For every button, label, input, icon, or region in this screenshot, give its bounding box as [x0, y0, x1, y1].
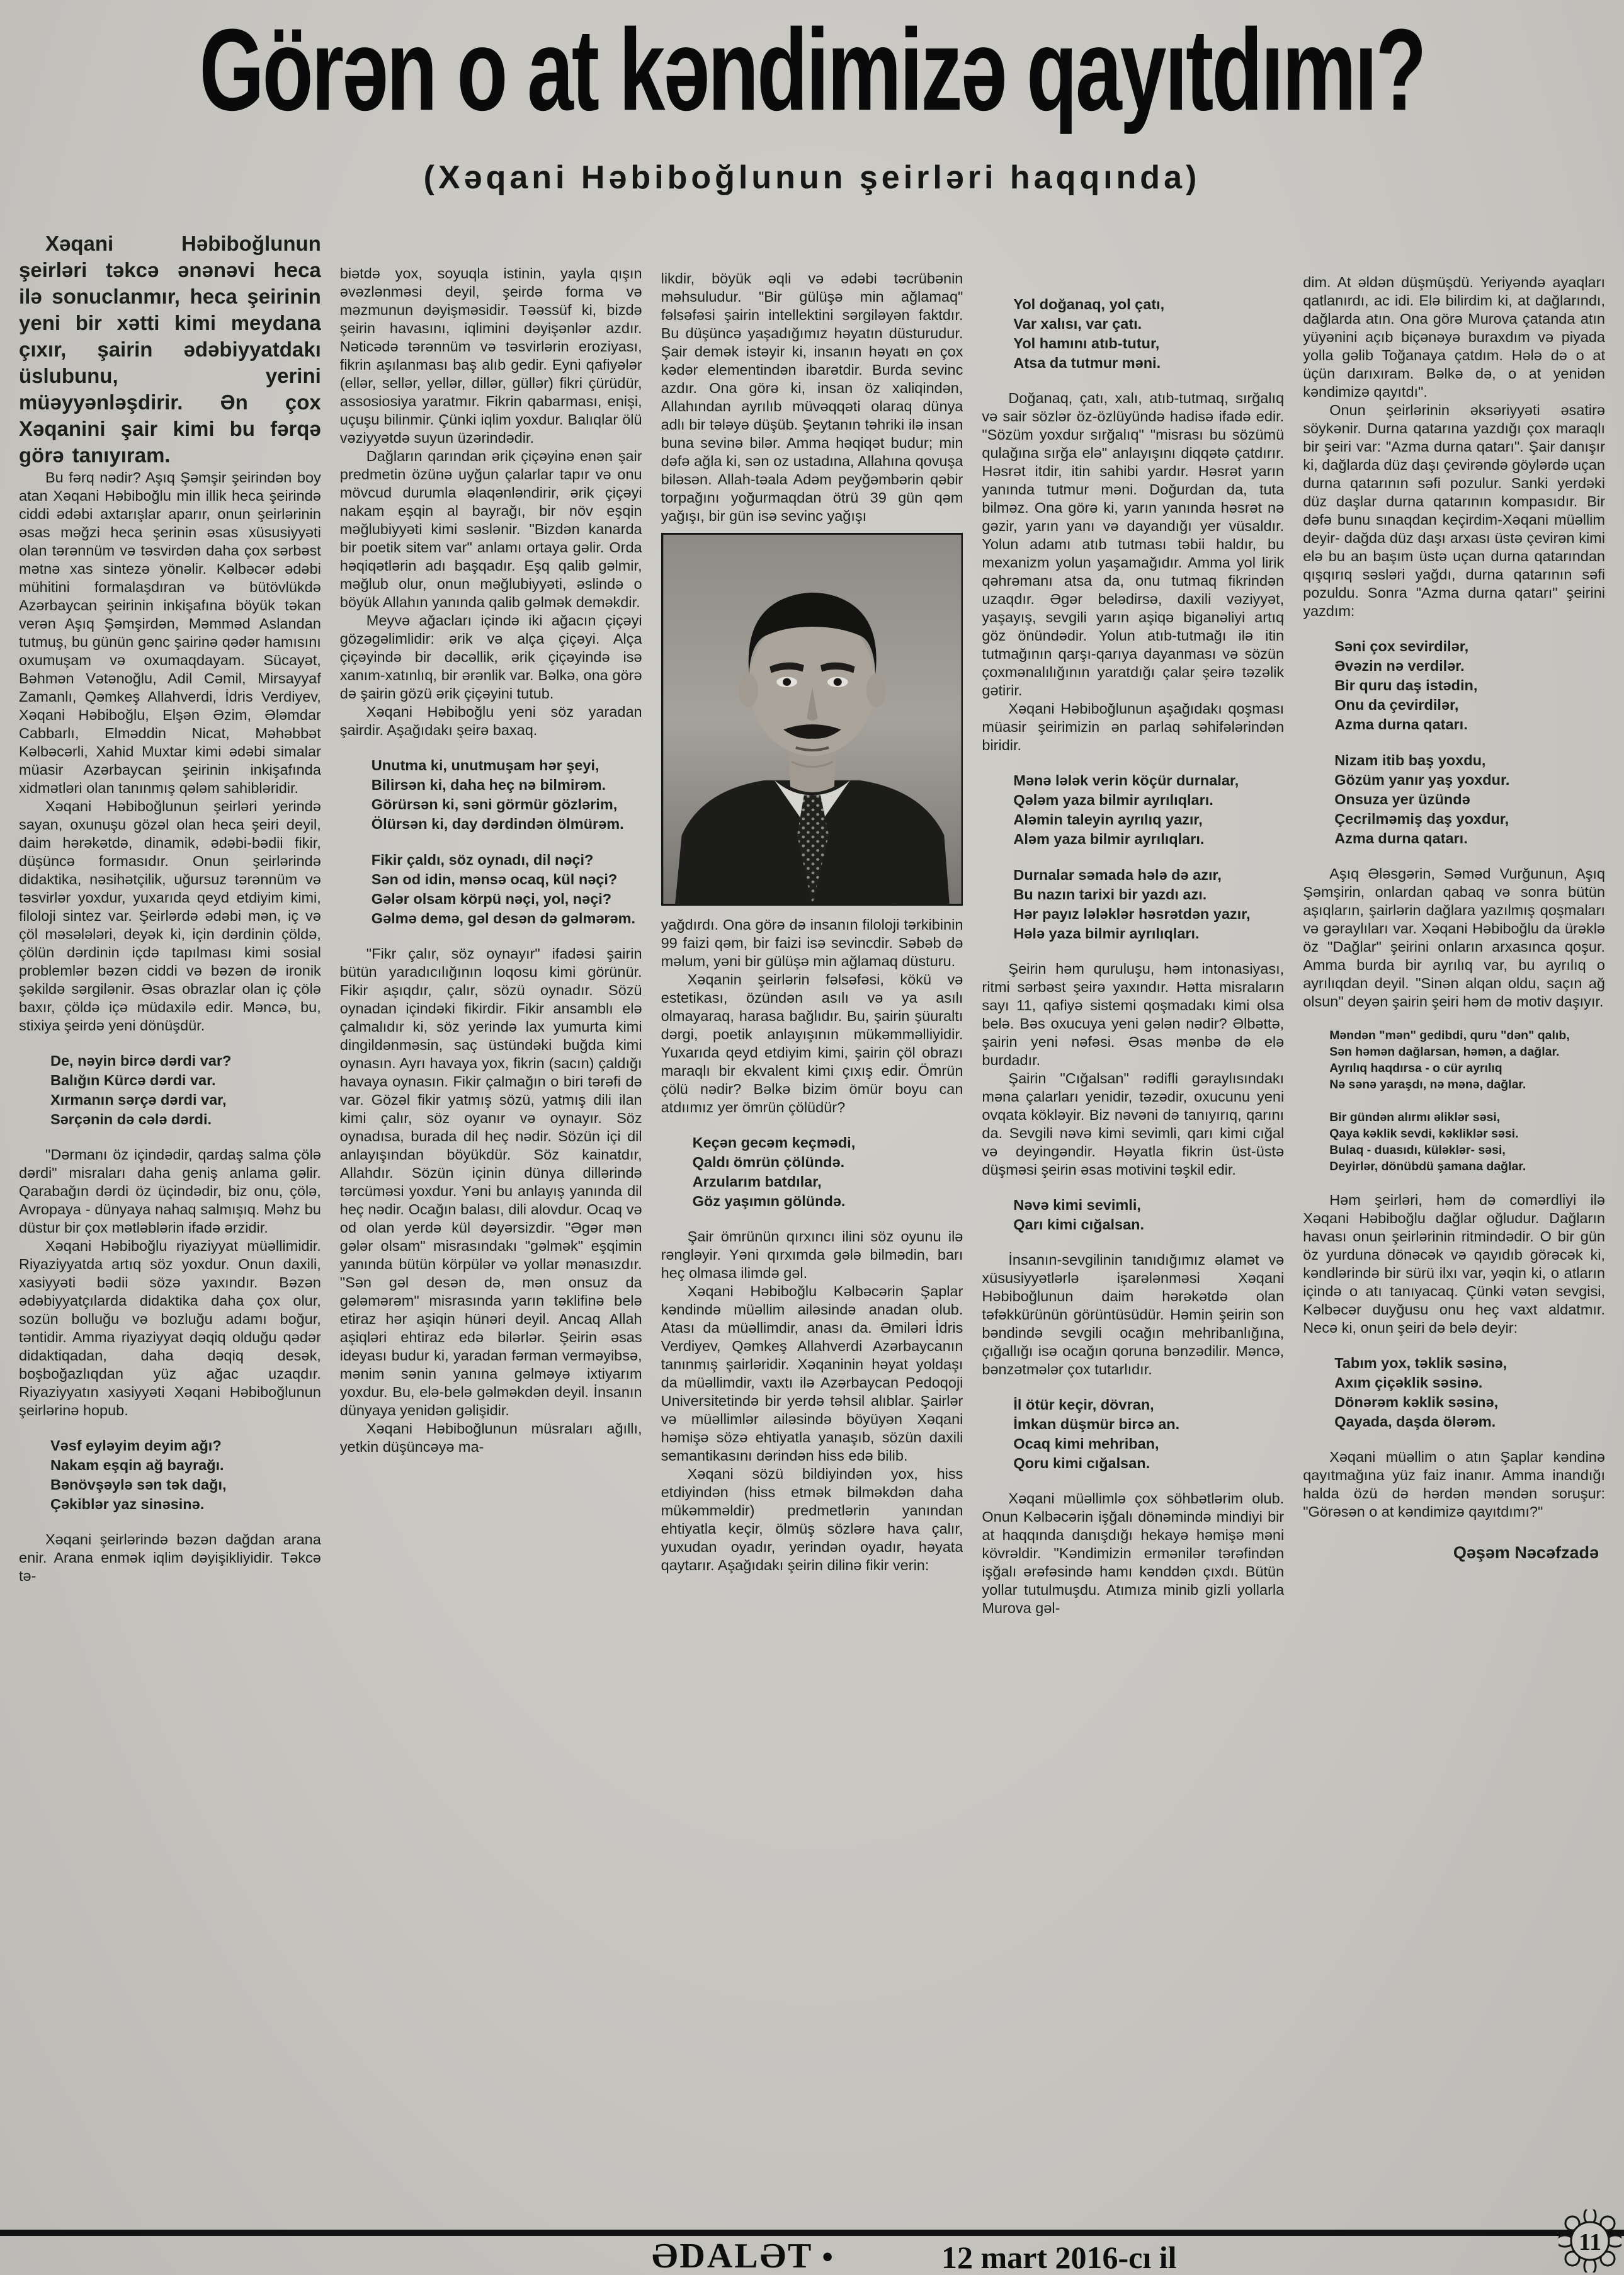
poem-stanza	[19, 1436, 321, 1514]
article-paragraph: Xəqani Həbiboğlunun şeirləri yerində sayan, oxunuşu gözəl olan heca şeiri deyil, daim hərəkətdə, dinamik, ədəbi-bədii fikir, düşüncə formasıdır. Onun şeirlərində didaktika, nəsihətçilik, uğursuz tərənnüm və təsvirlər yoxdur, yuxarıda qeyd etdiyim kimi, filoloji sintez var. Şeirlərdə ədəbi mən, iç və çöl məsələləri, deyək ki, için dərdinin çöldə, çölün dərdinin içdə tapılması kimi sosial problemlər bəzən ciddi və bəzən də ironik şəkildə sərgilənir. Əsas obrazlar olan iç çölə baxır, çöldə içə müdaxilə edir. Məncə, bu, stixiya şeirdə yeni dönüşdür.	[19, 798, 321, 1034]
article-paragraph: yağdırdı. Ona görə də insanın filoloji tərkibinin 99 faizi qəm, bir faizi isə sevincdir. Səbəb də məlum, yəni bir gülüşə min ağlamaq düsturu.	[661, 916, 963, 969]
poem-line: Onsuza yer üzündə	[1334, 791, 1470, 807]
page-footer	[0, 2230, 1624, 2275]
poem-line: Hər payız lələklər həsrətdən yazır,	[1013, 906, 1251, 922]
issue-date: 12 mart 2016-cı il	[941, 2240, 1177, 2275]
page-number-ornament	[1559, 2209, 1621, 2272]
poem-line: Fikir çaldı, söz oynadı, dil nəçi?	[371, 852, 594, 868]
column-3	[661, 231, 963, 2208]
poem-stanza	[1303, 1027, 1605, 1093]
poem-line: Qayada, daşda ölərəm.	[1334, 1413, 1496, 1430]
article-paragraph: "Dərmanı öz içindədir, qardaş salma çölə dərdi" misraları daha geniş anlama gəlir. Qarabağın dərdi öz üçindədir, biz onu, çölə, Avropaya - dünyaya nahaq salmışıq. Məhz bu düstur bir çox mətləblərin ifadə ərzidir.	[19, 1146, 321, 1236]
poem-line: Çəkiblər yaz sinəsinə.	[50, 1496, 205, 1512]
poem-line: Nə sənə yaraşdı, nə mənə, dağlar.	[1329, 1078, 1526, 1092]
poem-line: Gələr olsam körpü nəçi, yol, nəçi?	[371, 891, 612, 907]
article-paragraph: Onun şeirlərinin əksəriyyəti əsatirə söykənir. Durna qatarına yazdığı çox maraqlı bir şeiri var: "Azma durna qatarı". Şair danışır ki, dağlarda düz daşı çevirəndə göylərdə uçan durna qatarının səfi pozulur. Sanki yerdəki düz daşlar durna qatarının kompasıdır. Bir dəfə bunu sınaqdan keçirdim-Xəqani müəllim deyir- dağda düz daşı arxası üstə çevirən kimi elə bu an başım üstə uçan durna qatarından qışqırıq səsləri yağdı, durna qatarının səfi pozuldu. Sonra "Azma durna qatarı" şeirini yazdım:	[1303, 402, 1605, 619]
article-paragraph: Bu fərq nədir? Aşıq Şəmşir şeirindən boy atan Xəqani Həbiboğlu min illik heca şeirində ciddi ədəbi axtarışlar aparır, onun şeirlərinin əsas məğzi heca şerinin əsas xüsusiyyəti olan tərənnüm və təsvirdən daha çox sərbəst mətnə xas sintezə yönəlir. Kəlbəcər ədəbi mühitini formalaşdıran və bütövlükdə Azərbaycan şeirinin inkişafına böyük təkan verən Aşıq Şəmşirdən, Məmməd Aslandan tutmuş, bu günün gənc şairinə qədər hamısını oxumuşam və oxumaqdayam. Sücayət, Bəhmən Vətənoğlu, Adil Cəmil, Mirsayyaf Zamanlı, Qəmkeş Allahverdi, İdris Verdiyev, Xəqani Həbiboğlu, Elşən Əzim, Ələmdar Cabbarlı, Elməddin Nicat, Məhəbbət Kəlbəcərli, Xahid Muxtar kimi ədəbi simalar müasir Azərbaycan şeirinin inkişafında xidmətləri olan tanınmış qələm sahibləridir.	[19, 469, 321, 796]
poem-line: Görürsən ki, səni görmür gözlərim,	[371, 796, 618, 812]
poem-line: Qələm yaza bilmir ayrılıqları.	[1013, 792, 1213, 808]
article-paragraph: Həm şeirləri, həm də comərdliyi ilə Xəqani Həbiboğlu dağlar oğludur. Dağların havası onun şeirlərinin ritmindədir. O bir gün öz yurduna dönəcək və qayıdıb görəcək ki, kəndlərində bir sürü ilxı var, yəqin ki, o atların içində o atı tanıyacaq. Çünki vətən sevgisi, Kəlbəcər duyğusu onu heç vaxt aldatmır. Necə ki, onun şeiri də belə deyir:	[1303, 1192, 1605, 1336]
poem-line: Bənövşəylə sən tək dağı,	[50, 1476, 227, 1493]
poem-stanza	[982, 771, 1284, 849]
lead-paragraph: Xəqani Həbiboğlunun şeirləri təkcə ənənəvi heca ilə sonuclanmır, heca şeirinin yeni bir xətti kimi meydana çıxır, şairin ədəbiyyatdakı üslubunu, yerini müəyyənləşdirir. Ən çox Xəqanini şair kimi bu fərqə görə tanıyıram.	[19, 232, 321, 467]
article-subtitle: (Xəqani Həbiboğlunun şeirləri haqqında)	[423, 159, 1201, 196]
poem-line: Əvəzin nə verdilər.	[1334, 658, 1465, 674]
masthead	[0, 0, 1624, 135]
poem-stanza	[1303, 637, 1605, 734]
article-paragraph: Dağların qarından ərik çiçəyinə enən şair predmetin özünə uyğun çalarlar tapır və onu mövcud durumla əlaqənləndirir, ərik çiçəyi nakam eşqin al bayrağı, bir növ eşqin məğlubiyyəti kimi səslənir. "Bizdən kanarda bir poetik sitem var" anlamı ortaya gəlir. Orda həqiqətlərin adı başqadır. Eşq qalib gəlmir, məğlub olur, onun məğlubiyyəti, əslində o böyük Allahın yanında qalib gəlmək deməkdir.	[339, 448, 642, 610]
poem-line: Bulaq - duasıdı, küləklər- səsi,	[1329, 1143, 1506, 1157]
poem-stanza	[1303, 751, 1605, 848]
poem-line: Onu da çevirdilər,	[1334, 697, 1459, 713]
poem-line: Mənə lələk verin köçür durnalar,	[1013, 772, 1239, 789]
poem-line: Bir gündən alırmı əliklər səsi,	[1329, 1110, 1501, 1124]
page-number: 11	[1579, 2229, 1601, 2255]
newspaper-name	[652, 2236, 835, 2275]
article-paragraph: biətdə yox, soyuqla istinin, yayla qışın əvəzlənməsi deyil, şeirdə forma və məzmunun dəyişməsidir. Təəssüf ki, bizdə şeirin havasını, iqlimini dəyişənlər azdır. Nəticədə tərənnüm və təsvirlərin eroziyası, fikrin aşılanması baş alıb gedir. Eyni qafiyələr (ellər, sellər, yellər, dillər, güllər) fikri çürüdür, assosiosiya yaratmır. Fikrin qabarması, enişi, uçuşu bilinmir. Çünki iqlim yoxdur. Balıqlar ölü vəziyyətdə suyun üzərindədir.	[339, 265, 642, 446]
article-paragraph: Xəqani sözü bildiyindən yox, hiss etdiyindən (hiss etmək bilməkdən daha mükəmməldir) predmetlərin yanından ehtiyatla keçir, ölmüş sözlərə hava çalır, yuxudan oyadır, yerindən oyadır, həyata qaytarır. Aşağıdakı şeirin dilinə fikir verin:	[661, 1466, 963, 1573]
poem-line: Sərçənin də cələ dərdi.	[50, 1111, 212, 1127]
poem-line: Qaya kəklik sevdi, kəkliklər səsi.	[1329, 1127, 1519, 1141]
poem-line: Balığın Kürcə dərdi var.	[50, 1072, 216, 1088]
article-paragraph: Şeirin həm quruluşu, həm intonasiyası, ritmi sərbəst şeirə yaxındır. Hətta misraların sayı 11, qafiyə sistemi qoşmadakı kimi olsa belə. Bəs oxucuya yeni gələn nədir? Əlbəttə, şairin yeni nəfəsi. Əsas mənbə də elə burdadır.	[982, 961, 1285, 1068]
poem-line: Arzularım batdılar,	[692, 1173, 822, 1190]
poem-line: Yol hamını atıb-tutur,	[1013, 335, 1160, 351]
poem-stanza	[661, 1133, 963, 1211]
poem-stanza	[340, 850, 642, 928]
article-paragraph: Xəqani Həbiboğlu Kəlbəcərin Şaplar kəndində müəllim ailəsində anadan olub. Atası da müəllimdir, anası da. Əmiləri İdris Verdiyev, Qəmkeş Allahverdi Azərbaycanın tanınmış şairləridir. Xəqaninin həyat yoldaşı da müəllimdir, vaxtı ilə Azərbaycan Pedoqoji Universitetində bir yerdə təhsil alıblar. Şairlər və müəllimlər ailəsində böyüyən Xəqani həmişə sözə ehtiyatla yanaşıb, sözün daxili semantikasını dərindən hiss edə bilib.	[661, 1283, 963, 1464]
poem-line: Axım çiçəklik səsinə.	[1334, 1374, 1483, 1391]
column-5	[1303, 231, 1605, 2208]
article-paragraph: Xəqani şeirlərində bəzən dağdan arana enir. Arana enmək iqlim dəyişikliyidir. Təkcə tə-	[19, 1531, 321, 1584]
poem-line: Ayrılıq haqdırsa - o cür ayrılıq	[1329, 1061, 1502, 1075]
poem-line: Xırmanın sərçə dərdi var,	[50, 1092, 227, 1108]
poem-line: Qaldı ömrün çölündə.	[692, 1154, 845, 1170]
poem-stanza	[19, 1051, 321, 1129]
article-paragraph: Xəqani Həbiboğlunun aşağıdakı qoşması müasir şeirimizin ən parlaq səhifələrindən biridir.	[982, 700, 1285, 753]
poem-line: Azma durna qatarı.	[1334, 830, 1468, 847]
article-paragraph: Şair ömrünün qırxıncı ilini söz oyunu ilə rəngləyir. Yəni qırxımda gələ bilmədin, barı heç olmasa ilimdə gəl.	[661, 1228, 963, 1281]
poem-line: Sən od idin, mənsə ocaq, kül nəçi?	[371, 871, 618, 887]
poem-line: Keçən gecəm keçmədi,	[692, 1134, 856, 1151]
bullet-separator: •	[822, 2239, 835, 2274]
poem-line: İmkan düşmür bircə an.	[1013, 1416, 1180, 1432]
poem-line: Atsa da tutmur məni.	[1013, 355, 1161, 371]
newspaper-name-text: ƏDALƏT	[652, 2237, 814, 2275]
poem-line: Çecrilməmiş daş yoxdur,	[1334, 811, 1509, 827]
poem-line: Unutma ki, unutmuşam hər şeyi,	[371, 757, 599, 773]
article-paragraph: Doğanaq, çatı, xalı, atıb-tutmaq, sırğalıq və sair sözlər öz-özlüyündə hadisə ifadə edir. "Sözüm yoxdur sırğalıq" "misrası bu sözümü qulağına sırğa elə" anlayışını diqqətə çatdırır. Həsrət itdir, itin sahibi yardır. Həsrət yarın yanında tutmur məni. Doğurdan da, tuta bilməz. Ona görə ki, yarın yanında həsrət nə gəzir, yarın yanı və dayandığı yer vüsaldır. Yolun adamı atıb tutması təbii haldır, bu mexanizm yolun yaşamağıdır. Amma yol lirik qəhrəmanı atsa da, onu tutmaq fikrindən uzaqdır. Əgər belədirsə, daxili vəziyyət, yaşayış, sevgili yarın aşiqə biganəliyi artıq göz önündədir. Yolun atıb-tutmağı ilə itin tutmağının qarşı-qarıya dayanması və sözün çoxmənalılığının yaratdığı çalar şeirə təzəlik gətirir.	[982, 390, 1285, 698]
poem-line: Məndən "mən" gedibdi, quru "dən" qalıb,	[1329, 1029, 1570, 1042]
article-paragraph: Xəqani Həbiboğlu yeni söz yaradan şairdir. Aşağıdakı şeirə baxaq.	[339, 704, 642, 738]
poem-line: Gəlmə demə, gəl desən də gəlmərəm.	[371, 910, 636, 927]
poem-line: Səni çox sevirdilər,	[1334, 638, 1469, 654]
poet-portrait-photo	[661, 533, 963, 906]
poem-line: Aləm yaza bilmir ayrılıqları.	[1013, 831, 1205, 847]
poem-line: Bu nazın tarixi bir yazdı azı.	[1013, 886, 1207, 903]
poem-stanza	[982, 1395, 1284, 1473]
poem-line: Dönərəm kəklik səsinə,	[1334, 1394, 1499, 1410]
poem-line: Durnalar səmada hələ də azır,	[1013, 867, 1222, 883]
article-paragraph: Xəqani Həbiboğlu riyaziyyat müəllimidir. Riyaziyyatda artıq söz yoxdur. Onun daxili, xasiyyəti bədii sözə yaxındır. Bəzən ədəbiyyatçılarda didaktika daha çox olur, sozün bolluğu və bozluğu adamı boğur, təntidir. Amma riyaziyyat dəqiq olduğu qədər didaktiqadan, daha dəqiq desək, boşboğazlıqdan yüz ağac uzaqdır. Riyaziyyatın xasiyyəti Xəqani Həbiboğlunun şeirlərinə hopub.	[19, 1238, 321, 1418]
article-paragraph: Aşıq Ələsgərin, Səməd Vurğunun, Aşıq Şəmşirin, onlardan qabaq və sonra bütün aşıqların, şairlərin dağlara yazılmış qoşmaları və gəraylıları var. Xəqani Həbiboğlu da ürəklə öz "Dağlar" şeirini onların arxasınca qoşur. Amma burda bir ayrılıq var, bu ayrılıq o ayrılıqdan deyil. "Sinən alqan oldu, saçın ağ olsun" deyən şairin şeiri həm də motiv daşıyır.	[1303, 865, 1605, 1010]
column-1	[19, 231, 321, 2208]
poem-stanza	[1303, 1109, 1605, 1175]
column-4	[982, 231, 1284, 2208]
poem-line: Nakam eşqin ağ bayrağı.	[50, 1457, 224, 1473]
poem-stanza	[982, 1195, 1284, 1234]
poem-line: Ocaq kimi mehriban,	[1013, 1435, 1159, 1452]
poem-line: De, nəyin bircə dərdi var?	[50, 1052, 232, 1069]
article-headline: Görən o at kəndimizə qayıtdımı?	[199, 4, 1425, 135]
poem-line: Qarı kimi cığalsan.	[1013, 1216, 1145, 1233]
article-paragraph: İnsanın-sevgilinin tanıdığımız əlamət və xüsusiyyətlərlə işarələnməsi Xəqani Həbiboğlunun daim hərəkətdə olan təfəkkürünün görüntüsüdür. Həmin şeirin son bəndində sevgili ocağın mehribanlığına, çığallığı isə ocağın qoruna bənzədilir. Məncə, bənzətmələr çox tutarlıdır.	[982, 1252, 1285, 1377]
poem-line: İl ötür keçir, dövran,	[1013, 1396, 1154, 1413]
poem-line: Tabım yox, təklik səsinə,	[1334, 1355, 1508, 1371]
article-paragraph: Xəqanin şeirlərin fəlsəfəsi, kökü və estetikası, özündən asılı və ya asılı olmayaraq, harasa bağlıdır. Bu, şairin şüuraltı dərgi, poetik anlayışının mükəmməlliyidir. Yuxarıda qeyd etdiyim kimi, şairin çöl obrazı maraqlı bir ekvalent kimi çıxış edir. Ömrün çölü nədir? Bəlkə bizim ömür boyu can atdıımız yer ömrün çölüdür?	[661, 971, 963, 1115]
article-paragraph: Xəqani Həbiboğlunun müsraları ağıllı, yetkin düşüncəyə ma-	[339, 1420, 642, 1455]
poem-line: Bir quru daş istədin,	[1334, 677, 1478, 693]
poem-line: Bilirsən ki, daha heç nə bilmirəm.	[371, 777, 606, 793]
poem-stanza	[1303, 1354, 1605, 1432]
column-2	[340, 231, 642, 2208]
article-paragraph: Xəqani müəllim o atın Şaplar kəndinə qayıtmağına yüz faiz inanır. Amma inandığı halda özü də hərdən məndən soruşur: "Görəsən o at kəndimizə qayıtdımı?"	[1303, 1449, 1605, 1520]
article-paragraph: Xəqani müəllimlə çox söhbətlərim olub. Onun Kəlbəcərin işğalı dönəmində mindiyi bir at haqqında danışdığı hekayə həmişə məni kövrəldir. "Kəndimizin ermənilər tərəfindən işğalı ərəfəsində hamı kənddən çıxdı. Bütün yollar tutulmuşdu. Atımıza minib gizli yollarla Murova gəl-	[982, 1490, 1285, 1616]
article-paragraph: Şairin "Cığalsan" rədifli gəraylısındakı məna çalarları yenidir, təzədir, oxucunu yeni ovqata kökləyir. Biz nəvəni də tanıyırıq, qarını da. Sevgili nəvə kimi sevimli, qarı kimi cığal və deyingəndir. Həyatla fikrin üst-üstə düşməsi şeirin əsas motivini təşkil edir.	[982, 1070, 1285, 1178]
poem-line: Nizam itib baş yoxdu,	[1334, 752, 1486, 768]
poem-stanza	[982, 865, 1284, 944]
flower-icon	[1559, 2209, 1621, 2272]
poem-line: Deyirlər, dönübdü şamana dağlar.	[1329, 1160, 1526, 1173]
poem-line: Ölürsən ki, day dərdindən ölmürəm.	[371, 816, 624, 832]
poem-line: Aləmin taleyin ayrılıq yazır,	[1013, 811, 1203, 828]
poem-line: Var xalısı, var çatı.	[1013, 316, 1142, 332]
poem-line: Vəsf eyləyim deyim ağı?	[50, 1437, 222, 1454]
author-signature: Qəşəm Nəcəfzadə	[1453, 1543, 1599, 1562]
poem-line: Nəvə kimi sevimli,	[1013, 1197, 1141, 1213]
poem-line: Yol doğanaq, yol çatı,	[1013, 296, 1165, 312]
article-paragraph: likdir, böyük əqli və ədəbi təcrübənin məhsuludur. "Bir gülüşə min ağlamaq" fəlsəfəsi şairin intellektini sərgiləyən faktdır. Bu düşüncə yaşadığımız həyatın düsturudur. Şair demək istəyir ki, insanın həyatı ən çox kədər elementindən ibarətdir. Burda sevinc azdır. Ona görə ki, insan öz xaliqindən, Allahından ayrılıb müvəqqəti olaraq dünya adlı bir tələyə düşüb. Şeytanın təhriki ilə insan buna sevinə bilər. Amma həqiqət budur; min dəfə ağla ki, sən oz ustadına, Allahına qovuşa biləsən. Allah-təala Adəm peyğəmbərin qəbir torpağını yoğurmaqdan ötrü 39 gün qəm yağışı, bir gün isə sevinc yağışı	[661, 270, 963, 524]
poem-line: Azma durna qatarı.	[1334, 716, 1468, 733]
poem-line: Göz yaşımın gölündə.	[692, 1193, 846, 1209]
poem-stanza	[340, 756, 642, 834]
article-paragraph: "Fikr çalır, söz oynayır" ifadəsi şairin bütün yaradıcılığının loqosu kimi görünür. Fikir aşıqdır, çalır, sözü oynadır. Sözü oynadan içindəki fikirdir. Fikir ansamblı elə çalmalıdır ki, söz yerində lax yumurta kimi dingildənməsin, saç üstündəki buğda kimi oynasın. Ayrı havaya yox, fikrin (sacın) çaldığı havaya oynasın. Fikir çalmağın o biri tərəfi də var. Gözəl fikir yatmış sözü, yatmış dili ilan kimi çalır, söz oyanır və oynayır. Söz oynadısa, burada dil heç nədir. Sözün içi dil anlayışından böyükdür. Söz kainatdır, Allahdır. Sözün içinin dünya dillərində tərcüməsi yoxdur. Yəni bu anlayış yanında dil heç nədir. Ocağın balası, dili alovdur. Ocaq və od olan yerdə kül dəyərsizdir. "Əgər mən gələr olsam" misrasındakı "gəlmək" eşqimin yanında bütün körpülər və yollar mənasızdır. "Sən gəl desən də, mən onsuz da gələmərəm" misrasında yarın təklifinə belə etiraz hər aşiqin hünəri deyil. Ancaq Allah aşiqləri ehtiraz edə bilərlər. Şeirin əsas ideyası budur ki, yaradan fərman verməyibsə, mənim sənin yanına gəlməyə ixtiyarım yoxdur. Bu, elə-belə gəlməkdən deyil. İnsanın dünyaya yenidən gəlişidir.	[339, 945, 642, 1418]
poem-line: Sən həmən dağlarsan, həmən, a dağlar.	[1329, 1045, 1560, 1059]
poem-stanza	[982, 295, 1284, 373]
poem-line: Qoru kimi cığalsan.	[1013, 1455, 1150, 1471]
article-body	[0, 231, 1624, 2208]
article-paragraph: Meyvə ağacları içində iki ağacın çiçəyi gözəgəlimlidir: ərik və alça çiçəyi. Alça çiçəyində bir dəcəllik, ərik çiçəyində isə xanım-xatınlıq, bir ərənlik var. Bəlkə, ona görə də şairin gözü ərik çiçəyini tutub.	[339, 612, 642, 702]
article-paragraph: dim. At əldən düşmüşdü. Yeriyəndə ayaqları qatlanırdı, ac idi. Elə bilirdim ki, at dağlarındı, dağlarda atın. Ona görə Murova çatanda atın yüyənini açıb biçənəyə buraxdım və piyada yolla gəlib Toğanaya çatdım. Hələ də o at üçün darıxıram. Bəlkə də, o at yenidən kəndimizə qayıtdı".	[1303, 274, 1605, 400]
poem-line: Hələ yaza bilmir ayrılıqları.	[1013, 925, 1200, 942]
poem-line: Gözüm yanır yaş yoxdur.	[1334, 772, 1510, 788]
